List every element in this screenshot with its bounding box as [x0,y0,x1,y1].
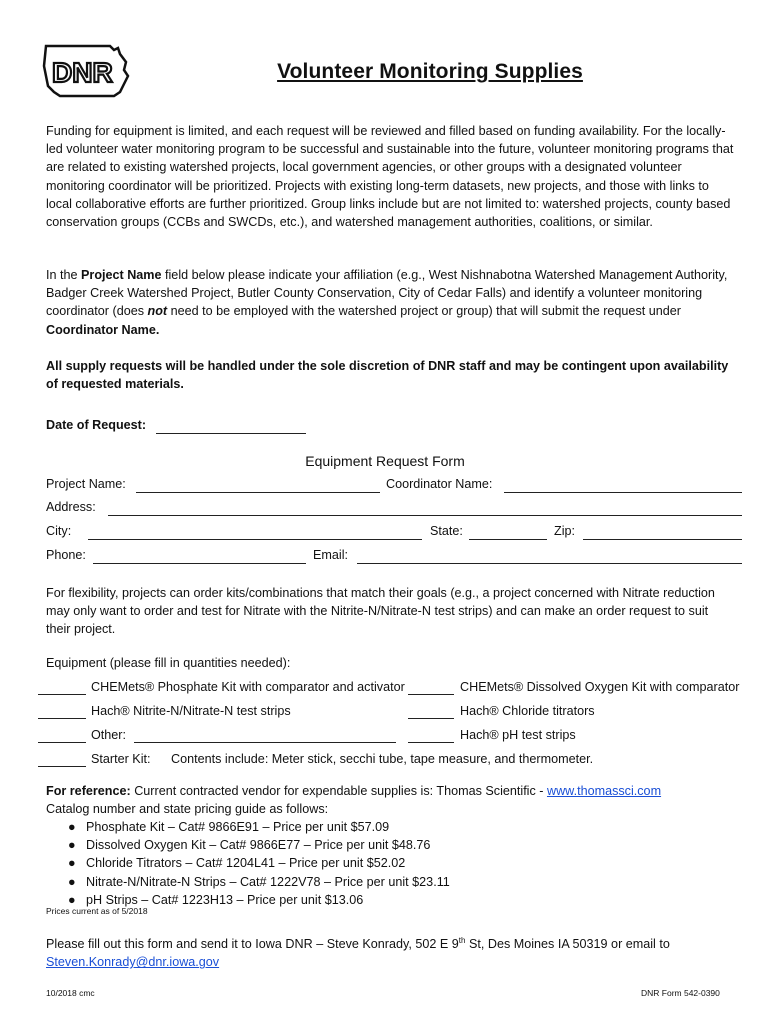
footer-date: 10/2018 cmc [46,988,95,998]
equipment-item-phosphate: CHEMets® Phosphate Kit with comparator and activator [91,680,405,694]
list-item: ● Phosphate Kit – Cat# 9866E91 – Price per unit $57.09 [64,818,724,836]
date-field[interactable] [156,433,306,434]
qty-starter-kit[interactable] [38,766,86,767]
equipment-item-nitrate: Hach® Nitrite-N/Nitrate-N test strips [91,704,291,718]
state-field[interactable] [469,539,547,540]
footer-form-number: DNR Form 542-0390 [641,988,720,998]
list-item: ● Dissolved Oxygen Kit – Cat# 9866E77 – Price per unit $48.76 [64,836,724,854]
bullet-icon: ● [68,838,76,853]
project-name-field[interactable] [136,492,380,493]
project-name-label: Project Name: [46,477,126,491]
bullet-icon: ● [68,820,76,834]
city-field[interactable] [88,539,422,540]
list-item: ● pH Strips – Cat# 1223H13 – Price per unit $13.06 [64,891,724,909]
affiliation-paragraph: In the Project Name field below please indicate your affiliation (e.g., West Nishnabotna Watershed Management Authority, Badger Creek Watershed Project, Butler County Conservation, City of Cedar Falls) and identify a volunteer monitoring coordinator (does not need to be employed with the watershed project or group) that will submit the request under Coordinator Name. [46,268,728,337]
qty-other[interactable] [38,742,86,743]
svg-text:DNR: DNR [52,57,113,88]
address-label: Address: [46,500,96,514]
city-label: City: [46,524,72,538]
equipment-item-other: Other: [91,728,126,742]
vendor-link[interactable]: www.thomassci.com [546,784,662,798]
prices-note: Prices current as of 5/2018 [46,906,148,916]
discretion-notice: All supply requests will be handled under the sole discretion of DNR staff and may be contingent upon availability of requested materials. [46,359,729,392]
other-description-field[interactable] [134,742,396,743]
email-field[interactable] [357,563,742,564]
zip-field[interactable] [583,539,742,540]
flexibility-paragraph: For flexibility, projects can order kits/combinations that match their goals (e.g., a project concerned with Nitrate reduction may only want to order and test for Nitrate with the Nitrite-N/Nitrate-N test strips) and can make an order request to suit their project. [46,586,715,637]
state-label: State: [430,524,463,538]
equipment-item-ph: Hach® pH test strips [460,728,576,742]
reference-line: For reference: Current contracted vendor for expendable supplies is: Thomas Scientific - www.thomassci.com [46,784,662,798]
qty-ph-strips[interactable] [408,742,454,743]
qty-phosphate-kit[interactable] [38,694,86,695]
list-item: ● Chloride Titrators – Cat# 1204L41 – Price per unit $52.02 [64,854,724,872]
bullet-icon: ● [68,892,76,907]
bullet-icon: ● [68,874,76,889]
coordinator-name-field[interactable] [504,492,742,493]
equipment-heading: Equipment (please fill in quantities needed): [46,656,291,670]
catalog-line: Catalog number and state pricing guide as follows: [46,802,329,816]
qty-chloride-titrators[interactable] [408,718,454,719]
phone-label: Phone: [46,548,86,562]
email-label: Email: [313,548,348,562]
dnr-iowa-logo [40,40,130,102]
submit-instructions: Please fill out this form and send it to Iowa DNR – Steve Konrady, 502 E 9th St, Des Moines IA 50319 or email to Steven.Konrady@dnr.iowa.gov [46,936,670,970]
price-list [64,818,724,909]
bullet-icon: ● [68,856,76,871]
equipment-item-dissolved-oxygen: CHEMets® Dissolved Oxygen Kit with comparator [460,680,740,694]
starter-kit-contents: Contents include: Meter stick, secchi tube, tape measure, and thermometer. [171,752,594,766]
address-field[interactable] [108,515,742,516]
intro-paragraph: Funding for equipment is limited, and each request will be reviewed and filled based on funding availability. For the locally-led volunteer water monitoring program to be successful and sustainable into the future, volunteer monitoring programs that are related to existing watershed projects, local government agencies, or other groups with a designated volunteer monitoring coordinator will be prioritized. Projects with existing long-term datasets, new projects, and those with links to local collaborative efforts are further prioritized. Group links include but are not limited to: watershed projects, county based conservation groups (CCBs and SWCDs, etc.), and watershed management authorities, coalitions, or similar. [46,124,734,230]
qty-nitrate-strips[interactable] [38,718,86,719]
coordinator-name-label: Coordinator Name: [386,477,493,491]
form-section-title: Equipment Request Form [305,453,465,469]
page-title: Volunteer Monitoring Supplies [277,60,583,83]
starter-kit-label: Starter Kit: [91,752,151,766]
list-item: ● Nitrate-N/Nitrate-N Strips – Cat# 1222V78 – Price per unit $23.11 [64,873,724,891]
date-label: Date of Request: [46,418,147,432]
qty-dissolved-oxygen-kit[interactable] [408,694,454,695]
contact-email-link[interactable]: Steven.Konrady@dnr.iowa.gov [46,955,220,970]
phone-field[interactable] [93,563,306,564]
zip-label: Zip: [554,524,575,538]
equipment-item-chloride: Hach® Chloride titrators [460,704,595,718]
